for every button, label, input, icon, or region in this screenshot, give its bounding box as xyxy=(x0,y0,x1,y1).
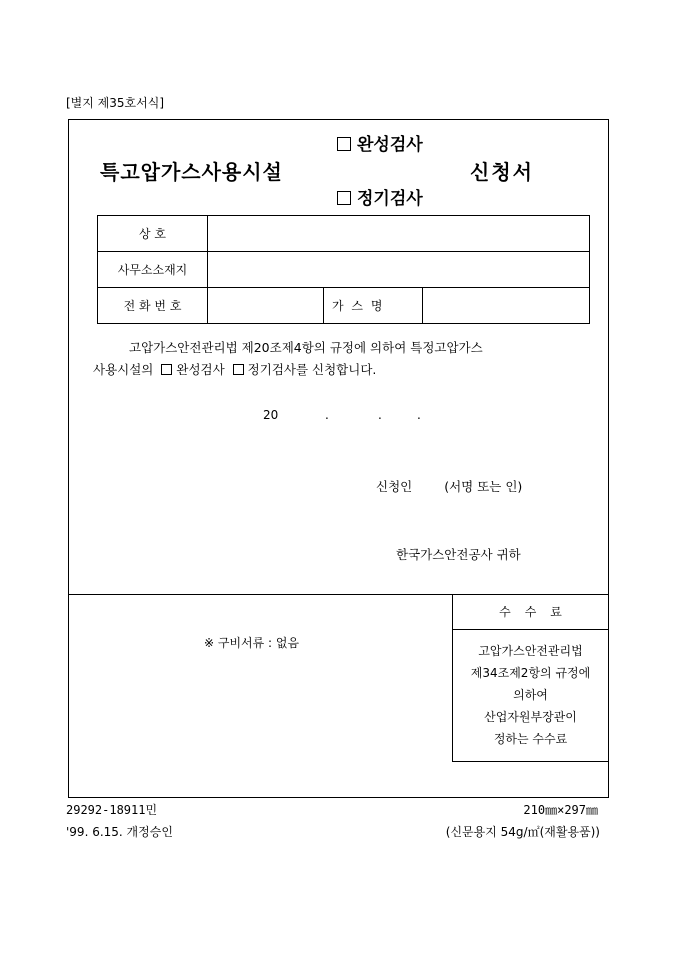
statement-line-2 xyxy=(93,359,573,381)
fee-line-2: 제34조제2항의 규정에 xyxy=(470,666,591,680)
form-title-main: 특고압가스사용시설 xyxy=(100,160,283,184)
footer-size: 210㎜×297㎜ xyxy=(523,803,598,817)
footer-code: 29292-18911민 xyxy=(66,803,158,817)
statement-checkbox-completion[interactable] xyxy=(161,364,172,375)
statement-line-2a: 사용시설의 xyxy=(93,362,154,377)
date-dot-2: . xyxy=(378,408,382,422)
company-field[interactable] xyxy=(208,216,590,252)
applicant-signature[interactable]: (서명 또는 인) xyxy=(444,479,523,494)
gas-name-field[interactable] xyxy=(423,288,590,324)
date-dot-3: . xyxy=(417,408,421,422)
application-statement xyxy=(93,337,573,381)
applicant-info-table xyxy=(97,215,590,324)
statement-line-1: 고압가스안전관리법 제20조제4항의 규정에 의하여 특정고압가스 xyxy=(129,340,483,355)
fee-description xyxy=(452,640,609,750)
date-dot-1: . xyxy=(325,408,329,422)
address-label: 사무소소재지 xyxy=(98,252,208,288)
statement-line-2c: 정기검사를 신청합니다. xyxy=(247,362,377,377)
statement-line-2b: 완성검사 xyxy=(176,362,225,377)
footer-paper: (신문용지 54g/㎡(재활용품)) xyxy=(445,825,600,839)
title-option-periodic xyxy=(337,184,423,209)
title-option-periodic-label: 정기검사 xyxy=(357,189,423,209)
recipient: 한국가스안전공사 귀하 xyxy=(396,547,521,562)
title-option-completion-label: 완성검사 xyxy=(357,135,423,155)
company-label: 상 호 xyxy=(98,216,208,252)
address-field[interactable] xyxy=(208,252,590,288)
phone-field[interactable] xyxy=(208,288,324,324)
fee-line-5: 정하는 수수료 xyxy=(493,732,568,746)
fee-line-3: 의하여 xyxy=(513,688,548,702)
applicant-line xyxy=(376,477,522,495)
fee-line-1: 고압가스안전관리법 xyxy=(478,644,583,658)
date-year: 20 xyxy=(263,408,279,422)
checkbox-periodic-inspection[interactable] xyxy=(337,191,351,205)
gas-name-label: 가 스 명 xyxy=(324,288,423,324)
fee-line-4: 산업자원부장관이 xyxy=(484,710,577,724)
form-title-suffix: 신청서 xyxy=(470,160,534,184)
footer-approval: '99. 6.15. 개정승인 xyxy=(66,825,173,839)
phone-label: 전 화 번 호 xyxy=(98,288,208,324)
checkbox-completion-inspection[interactable] xyxy=(337,137,351,151)
applicant-label: 신청인 xyxy=(376,479,413,494)
statement-checkbox-periodic[interactable] xyxy=(233,364,244,375)
form-number: [별지 제35호서식] xyxy=(66,96,164,110)
title-option-completion xyxy=(337,130,423,155)
fee-header: 수수료 xyxy=(452,594,609,630)
required-documents: ※ 구비서류 : 없음 xyxy=(204,636,300,650)
